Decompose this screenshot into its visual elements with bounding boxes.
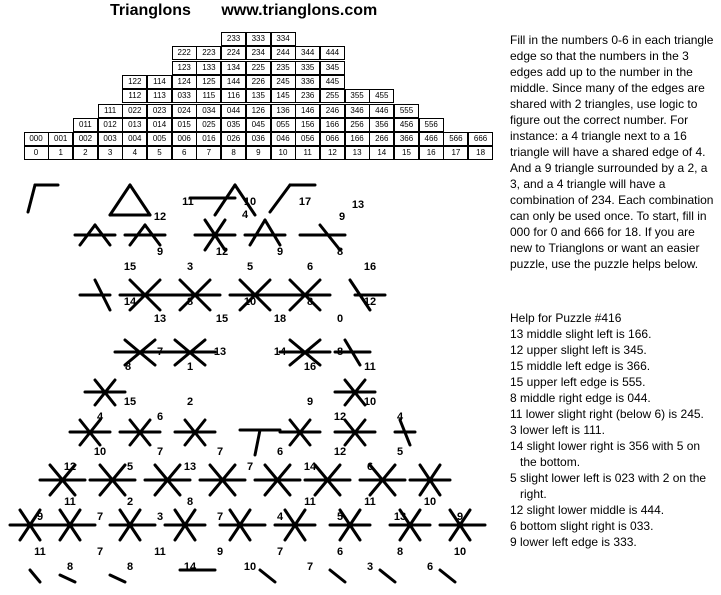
triangle-target-number: 9 bbox=[456, 511, 464, 523]
ref-cell: 233 bbox=[221, 32, 246, 46]
ref-cell: 556 bbox=[419, 118, 444, 132]
ref-cell: 11 bbox=[295, 146, 320, 160]
edge-slot[interactable] bbox=[110, 185, 130, 215]
ref-cell: 236 bbox=[295, 89, 320, 103]
triangle-target-number: 13 bbox=[183, 461, 197, 473]
ref-cell: 14 bbox=[369, 146, 394, 160]
edge-slot[interactable] bbox=[250, 220, 265, 245]
ref-cell: 011 bbox=[73, 118, 98, 132]
triangle-target-number: 4 bbox=[276, 511, 284, 523]
ref-cell: 566 bbox=[443, 132, 468, 146]
edge-slot[interactable] bbox=[30, 570, 40, 582]
ref-cell: 466 bbox=[419, 132, 444, 146]
triangle-target-number: 6 bbox=[336, 546, 344, 558]
ref-cell: 136 bbox=[271, 104, 296, 118]
triangle-target-number: 3 bbox=[156, 511, 164, 523]
triangle-target-number: 11 bbox=[154, 546, 166, 558]
ref-cell: 334 bbox=[271, 32, 296, 46]
ref-cell: 125 bbox=[196, 75, 221, 89]
ref-cell: 366 bbox=[394, 132, 419, 146]
edge-slot[interactable] bbox=[130, 185, 150, 215]
triangle-target-number: 13 bbox=[351, 199, 365, 211]
ref-cell: 115 bbox=[196, 89, 221, 103]
triangle-target-number: 10 bbox=[453, 546, 467, 558]
ref-cell: 455 bbox=[369, 89, 394, 103]
ref-cell: 225 bbox=[246, 61, 271, 75]
triangle-target-number: 11 bbox=[364, 496, 376, 508]
ref-cell: 555 bbox=[394, 104, 419, 118]
help-hint: 12 slight lower middle is 444. bbox=[510, 503, 665, 517]
help-hint: 11 lower slight right (below 6) is 245. bbox=[510, 407, 704, 421]
ref-cell: 013 bbox=[122, 118, 147, 132]
triangle-target-number: 11 bbox=[182, 196, 194, 208]
ref-cell: 000 bbox=[24, 132, 49, 146]
ref-cell: 003 bbox=[98, 132, 123, 146]
triangle-target-number: 10 bbox=[363, 396, 377, 408]
ref-cell: 9 bbox=[246, 146, 271, 160]
help-hint: 13 middle slight left is 166. bbox=[510, 327, 652, 341]
help-hint: 3 lower left is 111. bbox=[510, 423, 605, 437]
triangle-target-number: 1 bbox=[186, 361, 194, 373]
ref-cell: 123 bbox=[172, 61, 197, 75]
ref-cell: 066 bbox=[320, 132, 345, 146]
ref-cell: 666 bbox=[468, 132, 493, 146]
ref-cell: 126 bbox=[246, 104, 271, 118]
triangle-target-number: 5 bbox=[246, 261, 254, 273]
ref-cell: 18 bbox=[468, 146, 493, 160]
ref-cell: 134 bbox=[221, 61, 246, 75]
edge-slot[interactable] bbox=[330, 570, 345, 582]
triangle-target-number: 3 bbox=[366, 561, 374, 573]
triangle-target-number: 11 bbox=[364, 361, 376, 373]
ref-cell: 5 bbox=[147, 146, 172, 160]
triangle-target-number: 13 bbox=[393, 511, 407, 523]
help-section bbox=[510, 310, 718, 550]
triangle-target-number: 18 bbox=[273, 313, 287, 325]
triangle-target-number: 4 bbox=[96, 411, 104, 423]
ref-cell: 044 bbox=[221, 104, 246, 118]
ref-cell: 112 bbox=[122, 89, 147, 103]
triangle-target-number: 15 bbox=[215, 313, 229, 325]
help-hint: 9 lower left edge is 333. bbox=[510, 535, 637, 549]
triangle-target-number: 9 bbox=[338, 211, 346, 223]
triangle-target-number: 7 bbox=[156, 446, 164, 458]
triangle-target-number: 9 bbox=[306, 396, 314, 408]
ref-cell: 001 bbox=[48, 132, 73, 146]
ref-cell: 004 bbox=[122, 132, 147, 146]
ref-cell: 222 bbox=[172, 46, 197, 60]
triangle-target-number: 7 bbox=[96, 511, 104, 523]
ref-cell: 122 bbox=[122, 75, 147, 89]
ref-cell: 016 bbox=[196, 132, 221, 146]
ref-cell: 111 bbox=[98, 104, 123, 118]
triangle-target-number: 7 bbox=[246, 461, 254, 473]
triangle-target-number: 5 bbox=[336, 511, 344, 523]
triangle-target-number: 12 bbox=[333, 411, 347, 423]
ref-cell: 133 bbox=[196, 61, 221, 75]
site-title: Trianglons bbox=[110, 2, 191, 19]
ref-cell: 266 bbox=[369, 132, 394, 146]
triangle-target-number: 8 bbox=[124, 361, 132, 373]
ref-cell: 166 bbox=[345, 132, 370, 146]
triangle-target-number: 6 bbox=[156, 411, 164, 423]
triangle-target-number: 8 bbox=[396, 546, 404, 558]
ref-cell: 012 bbox=[98, 118, 123, 132]
help-title: Help for Puzzle #416 bbox=[510, 311, 622, 325]
triangle-target-number: 6 bbox=[306, 261, 314, 273]
ref-cell: 355 bbox=[345, 89, 370, 103]
triangle-target-number: 8 bbox=[336, 246, 344, 258]
triangle-target-number: 14 bbox=[183, 561, 197, 573]
ref-cell: 336 bbox=[295, 75, 320, 89]
triangle-target-number: 9 bbox=[276, 246, 284, 258]
triangle-target-number: 5 bbox=[126, 461, 134, 473]
hint-list bbox=[510, 326, 718, 550]
ref-cell: 10 bbox=[271, 146, 296, 160]
triangle-target-number: 7 bbox=[306, 561, 314, 573]
ref-cell: 046 bbox=[271, 132, 296, 146]
triangle-target-number: 7 bbox=[216, 446, 224, 458]
ref-cell: 7 bbox=[196, 146, 221, 160]
edge-slot[interactable] bbox=[255, 430, 260, 455]
triangle-target-number: 14 bbox=[303, 461, 317, 473]
edge-slot[interactable] bbox=[215, 185, 235, 215]
triangle-target-number: 2 bbox=[126, 496, 134, 508]
ref-cell: 256 bbox=[345, 118, 370, 132]
ref-cell: 356 bbox=[369, 118, 394, 132]
edge-slot[interactable] bbox=[110, 575, 125, 582]
puzzle-board bbox=[0, 170, 500, 595]
ref-cell: 146 bbox=[295, 104, 320, 118]
ref-cell: 446 bbox=[369, 104, 394, 118]
triangle-target-number: 10 bbox=[93, 446, 107, 458]
edge-slot[interactable] bbox=[265, 220, 280, 245]
help-hint: 15 middle left edge is 366. bbox=[510, 359, 651, 373]
triangle-target-number: 12 bbox=[153, 211, 167, 223]
ref-cell: 056 bbox=[295, 132, 320, 146]
ref-cell: 1 bbox=[48, 146, 73, 160]
triangle-target-number: 7 bbox=[276, 546, 284, 558]
ref-cell: 034 bbox=[196, 104, 221, 118]
triangle-target-number: 11 bbox=[64, 496, 76, 508]
ref-cell: 055 bbox=[271, 118, 296, 132]
ref-cell: 024 bbox=[172, 104, 197, 118]
ref-cell: 335 bbox=[295, 61, 320, 75]
ref-cell: 124 bbox=[172, 75, 197, 89]
triangle-target-number: 12 bbox=[333, 446, 347, 458]
triangle-target-number: 8 bbox=[186, 296, 194, 308]
ref-cell: 166 bbox=[320, 118, 345, 132]
ref-cell: 035 bbox=[221, 118, 246, 132]
triangle-target-number: 17 bbox=[298, 196, 312, 208]
help-hint: 6 bottom slight right is 033. bbox=[510, 519, 654, 533]
ref-cell: 144 bbox=[221, 75, 246, 89]
edge-slot[interactable] bbox=[260, 570, 275, 582]
triangle-target-number: 7 bbox=[216, 511, 224, 523]
ref-cell: 345 bbox=[320, 61, 345, 75]
triangle-target-number: 9 bbox=[36, 511, 44, 523]
ref-cell: 255 bbox=[320, 89, 345, 103]
triangle-target-number: 10 bbox=[423, 496, 437, 508]
ref-cell: 245 bbox=[271, 75, 296, 89]
ref-cell: 025 bbox=[196, 118, 221, 132]
ref-cell: 145 bbox=[271, 89, 296, 103]
triangle-target-number: 7 bbox=[96, 546, 104, 558]
ref-cell: 3 bbox=[98, 146, 123, 160]
triangle-target-number: 8 bbox=[336, 346, 344, 358]
triangle-target-number: 14 bbox=[273, 346, 287, 358]
triangle-target-number: 8 bbox=[186, 496, 194, 508]
triangle-target-number: 8 bbox=[126, 561, 134, 573]
triangle-target-number: 6 bbox=[426, 561, 434, 573]
ref-cell: 244 bbox=[271, 46, 296, 60]
edge-slot[interactable] bbox=[270, 185, 290, 212]
edge-slot[interactable] bbox=[380, 570, 395, 582]
ref-cell: 156 bbox=[295, 118, 320, 132]
edge-slot[interactable] bbox=[60, 575, 75, 582]
ref-cell: 13 bbox=[345, 146, 370, 160]
triangle-target-number: 16 bbox=[363, 261, 377, 273]
triangle-target-number: 6 bbox=[276, 446, 284, 458]
ref-cell: 346 bbox=[345, 104, 370, 118]
triangle-target-number: 0 bbox=[336, 313, 344, 325]
triangle-target-number: 9 bbox=[156, 246, 164, 258]
triangle-target-number: 7 bbox=[156, 346, 164, 358]
ref-cell: 456 bbox=[394, 118, 419, 132]
site-url: www.trianglons.com bbox=[221, 2, 378, 19]
ref-cell: 223 bbox=[196, 46, 221, 60]
ref-cell: 023 bbox=[147, 104, 172, 118]
ref-cell: 026 bbox=[221, 132, 246, 146]
triangle-target-number: 8 bbox=[66, 561, 74, 573]
ref-cell: 005 bbox=[147, 132, 172, 146]
ref-cell: 15 bbox=[394, 146, 419, 160]
help-hint: 14 slight lower right is 356 with 5 on the bottom. bbox=[510, 439, 701, 469]
ref-cell: 114 bbox=[147, 75, 172, 89]
triangle-target-number: 4 bbox=[396, 411, 404, 423]
ref-cell: 045 bbox=[246, 118, 271, 132]
triangle-target-number: 8 bbox=[306, 296, 314, 308]
ref-cell: 022 bbox=[122, 104, 147, 118]
triangle-target-number: 15 bbox=[123, 261, 137, 273]
triangle-target-number: 2 bbox=[186, 396, 194, 408]
ref-cell: 8 bbox=[221, 146, 246, 160]
triangle-target-number: 11 bbox=[34, 546, 46, 558]
ref-cell: 226 bbox=[246, 75, 271, 89]
triangle-target-number: 6 bbox=[366, 461, 374, 473]
ref-cell: 006 bbox=[172, 132, 197, 146]
ref-cell: 444 bbox=[320, 46, 345, 60]
help-hint: 5 slight lower left is 023 with 2 on the right. bbox=[510, 471, 707, 501]
ref-cell: 2 bbox=[73, 146, 98, 160]
ref-cell: 344 bbox=[295, 46, 320, 60]
combination-reference-table bbox=[0, 0, 500, 170]
triangle-target-number: 10 bbox=[243, 561, 257, 573]
triangle-target-number: 13 bbox=[153, 313, 167, 325]
triangle-target-number: 5 bbox=[396, 446, 404, 458]
ref-cell: 17 bbox=[443, 146, 468, 160]
ref-cell: 002 bbox=[73, 132, 98, 146]
triangle-target-number: 15 bbox=[123, 396, 137, 408]
ref-cell: 014 bbox=[147, 118, 172, 132]
triangle-target-number: 4 bbox=[241, 209, 249, 221]
triangle-target-number: 12 bbox=[363, 296, 377, 308]
help-hint: 8 middle right edge is 044. bbox=[510, 391, 651, 405]
ref-cell: 033 bbox=[172, 89, 197, 103]
ref-cell: 234 bbox=[246, 46, 271, 60]
help-hint: 12 upper slight left is 345. bbox=[510, 343, 647, 357]
ref-cell: 015 bbox=[172, 118, 197, 132]
ref-cell: 036 bbox=[246, 132, 271, 146]
ref-cell: 224 bbox=[221, 46, 246, 60]
ref-cell: 135 bbox=[246, 89, 271, 103]
ref-cell: 16 bbox=[419, 146, 444, 160]
ref-cell: 116 bbox=[221, 89, 246, 103]
triangle-target-number: 10 bbox=[243, 196, 257, 208]
ref-cell: 235 bbox=[271, 61, 296, 75]
edge-slot[interactable] bbox=[440, 570, 455, 582]
triangle-target-number: 16 bbox=[303, 361, 317, 373]
ref-cell: 12 bbox=[320, 146, 345, 160]
ref-cell: 0 bbox=[24, 146, 49, 160]
triangle-target-number: 10 bbox=[243, 296, 257, 308]
triangle-target-number: 14 bbox=[123, 296, 137, 308]
triangle-target-number: 11 bbox=[304, 496, 316, 508]
ref-cell: 333 bbox=[246, 32, 271, 46]
triangle-target-number: 13 bbox=[213, 346, 227, 358]
triangle-target-number: 3 bbox=[186, 261, 194, 273]
ref-cell: 113 bbox=[147, 89, 172, 103]
ref-cell: 6 bbox=[172, 146, 197, 160]
triangle-target-number: 12 bbox=[63, 461, 77, 473]
ref-cell: 4 bbox=[122, 146, 147, 160]
instructions-text: Fill in the numbers 0-6 in each triangle edge so that the numbers in the 3 edges add up to the number in the middle. Since many of the edges are shared with 2 triangles, use logic to figure out the correct number. For instance: a 4 triangle next to a 16 triangle will have a shared edge of 4. And a 9 triangle surrounded by a 2, a 3, and a 4 triangle will have a combination of 234. Each combination can only be used once. To start, fill in 000 for 0 and 666 for 18. If you are new to Trianglons or want an easier puzzle, use the puzzle helps below. bbox=[510, 33, 714, 271]
edge-slot[interactable] bbox=[28, 185, 35, 212]
triangle-target-number: 12 bbox=[215, 246, 229, 258]
ref-cell: 445 bbox=[320, 75, 345, 89]
triangle-target-number: 9 bbox=[216, 546, 224, 558]
help-hint: 15 upper left edge is 555. bbox=[510, 375, 646, 389]
ref-cell: 246 bbox=[320, 104, 345, 118]
